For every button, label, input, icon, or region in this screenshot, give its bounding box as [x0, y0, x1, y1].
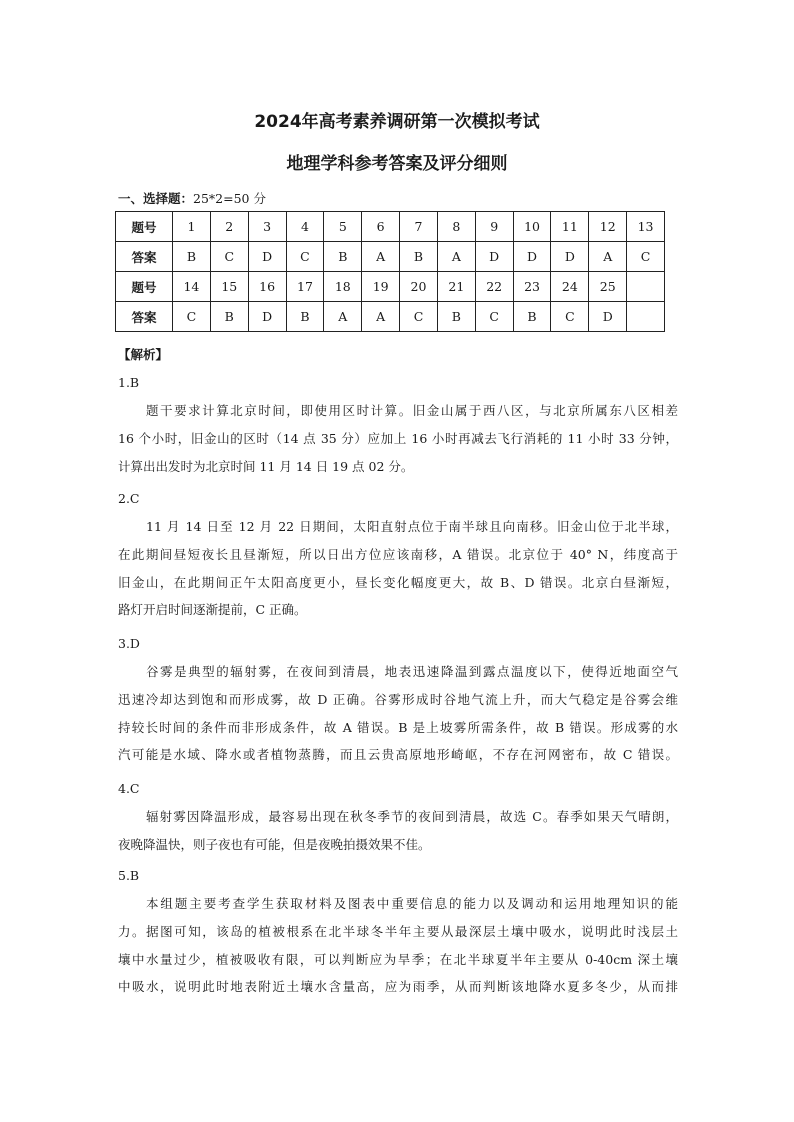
answer-cell	[627, 302, 665, 332]
answer-cell: D	[248, 242, 286, 272]
question-answer-label: 2.C	[118, 491, 140, 506]
question-number: 23	[513, 272, 551, 302]
answer-table	[115, 211, 665, 332]
question-number: 3	[248, 212, 286, 242]
exam-title: 2024年高考素养调研第一次模拟考试	[254, 112, 540, 132]
answer-cell: C	[210, 242, 248, 272]
section-label: 一、选择题：	[118, 191, 194, 206]
answer-cell: A	[362, 302, 400, 332]
question-number: 11	[551, 212, 589, 242]
answer-cell: B	[210, 302, 248, 332]
answer-cell: C	[627, 242, 665, 272]
answer-cell: D	[551, 242, 589, 272]
text-line: 持较长时间的条件而非形成条件，故 A 错误。B 是上坡雾所需条件，故 B 错误。形成雾的水	[118, 719, 678, 735]
text-line: 辐射雾因降温形成，最容易出现在秋冬季节的夜间到清晨，故选 C。春季如果天气晴朗，	[146, 809, 678, 824]
section-heading	[118, 189, 266, 207]
question-number: 2	[210, 212, 248, 242]
question-answer-label: 3.D	[118, 636, 140, 651]
table-row	[116, 272, 665, 302]
table-row	[116, 212, 665, 242]
question-number: 6	[362, 212, 400, 242]
question-number: 15	[210, 272, 248, 302]
answer-cell: D	[513, 242, 551, 272]
text-line: 壤中水量过少，植被吸收有限，可以判断应为旱季；在北半球夏半年主要从 0-40cm 深土壤	[118, 951, 678, 967]
text-line: 在此期间昼短夜长且昼渐短，所以日出方位应该南移，A 错误。北京位于 40° N，纬度高于	[118, 546, 678, 562]
answer-cell: C	[173, 302, 211, 332]
row-header: 答案	[116, 242, 173, 272]
text-line: 中吸水，说明此时地表附近土壤水含量高，应为雨季，从而判断该地降水夏多冬少，从而排	[118, 979, 678, 995]
answer-cell: A	[589, 242, 627, 272]
text-line: 计算出出发时为北京时间 11 月 14 日 19 点 02 分。	[118, 458, 414, 474]
question-number: 4	[286, 212, 324, 242]
table-row	[116, 302, 665, 332]
table-row	[116, 242, 665, 272]
text-line: 16 个小时，旧金山的区时（14 点 35 分）应加上 16 小时再减去飞行消耗的 11 小时 33 分钟，	[118, 430, 678, 446]
answer-cell: B	[437, 302, 475, 332]
text-line: 谷雾是典型的辐射雾，在夜间到清晨，地表迅速降温到露点温度以下，使得近地面空气	[146, 664, 678, 679]
question-number: 5	[324, 212, 362, 242]
answer-cell: C	[551, 302, 589, 332]
text-line: 迅速冷却达到饱和而形成雾，故 D 正确。谷雾形成时谷地气流上升，而大气稳定是谷雾会维	[118, 691, 678, 707]
section-score: 25*2=50 分	[193, 191, 266, 206]
answer-cell: D	[248, 302, 286, 332]
explanation-paragraph	[118, 890, 678, 1001]
explanation-paragraph	[118, 397, 678, 480]
answer-cell: B	[286, 302, 324, 332]
analysis-heading: 【解析】	[118, 347, 169, 362]
answer-cell: B	[513, 302, 551, 332]
answer-cell: A	[324, 302, 362, 332]
question-answer-label: 1.B	[118, 375, 140, 390]
question-number: 1	[173, 212, 211, 242]
question-number: 17	[286, 272, 324, 302]
question-number: 12	[589, 212, 627, 242]
text-line: 本组题主要考查学生获取材料及图表中重要信息的能力以及调动和运用地理知识的能	[146, 896, 678, 911]
answer-cell: D	[589, 302, 627, 332]
question-number: 7	[400, 212, 438, 242]
question-number: 8	[437, 212, 475, 242]
question-number: 18	[324, 272, 362, 302]
text-line: 旧金山，在此期间正午太阳高度更小，昼长变化幅度更大，故 B、D 错误。北京白昼渐短，	[118, 574, 678, 590]
text-line: 题干要求计算北京时间，即使用区时计算。旧金山属于西八区，与北京所属东八区相差	[146, 403, 678, 418]
question-number	[627, 272, 665, 302]
question-number: 10	[513, 212, 551, 242]
text-line: 汽可能是水域、降水或者植物蒸腾，而且云贵高原地形崎岖，不存在河网密布，故 C 错误。	[118, 747, 678, 763]
explanation-paragraph	[118, 658, 678, 769]
question-number: 9	[475, 212, 513, 242]
text-line: 夜晚降温快，则子夜也有可能，但是夜晚拍摄效果不佳。	[118, 836, 431, 852]
answer-cell: C	[400, 302, 438, 332]
question-number: 19	[362, 272, 400, 302]
question-number: 14	[173, 272, 211, 302]
question-number: 22	[475, 272, 513, 302]
text-line: 11 月 14 日至 12 月 22 日期间，太阳直射点位于南半球且向南移。旧金山位于北半球，	[146, 519, 678, 534]
explanation-paragraph	[118, 803, 678, 859]
answer-cell: C	[475, 302, 513, 332]
question-number: 13	[627, 212, 665, 242]
document-subtitle: 地理学科参考答案及评分细则	[286, 154, 508, 174]
row-header: 答案	[116, 302, 173, 332]
question-number: 16	[248, 272, 286, 302]
row-header: 题号	[116, 212, 173, 242]
text-line: 力。据图可知，该岛的植被根系在北半球冬半年主要从最深层土壤中吸水，说明此时浅层土	[118, 923, 678, 939]
question-answer-label: 5.B	[118, 868, 140, 883]
text-line: 路灯开启时间逐渐提前，C 正确。	[118, 602, 307, 618]
answer-cell: B	[400, 242, 438, 272]
explanation-paragraph	[118, 513, 678, 624]
question-number: 25	[589, 272, 627, 302]
question-answer-label: 4.C	[118, 781, 140, 796]
answer-cell: C	[286, 242, 324, 272]
answer-cell: A	[437, 242, 475, 272]
answer-cell: B	[324, 242, 362, 272]
answer-cell: D	[475, 242, 513, 272]
question-number: 20	[400, 272, 438, 302]
question-number: 24	[551, 272, 589, 302]
answer-cell: B	[173, 242, 211, 272]
question-number: 21	[437, 272, 475, 302]
answer-cell: A	[362, 242, 400, 272]
row-header: 题号	[116, 272, 173, 302]
